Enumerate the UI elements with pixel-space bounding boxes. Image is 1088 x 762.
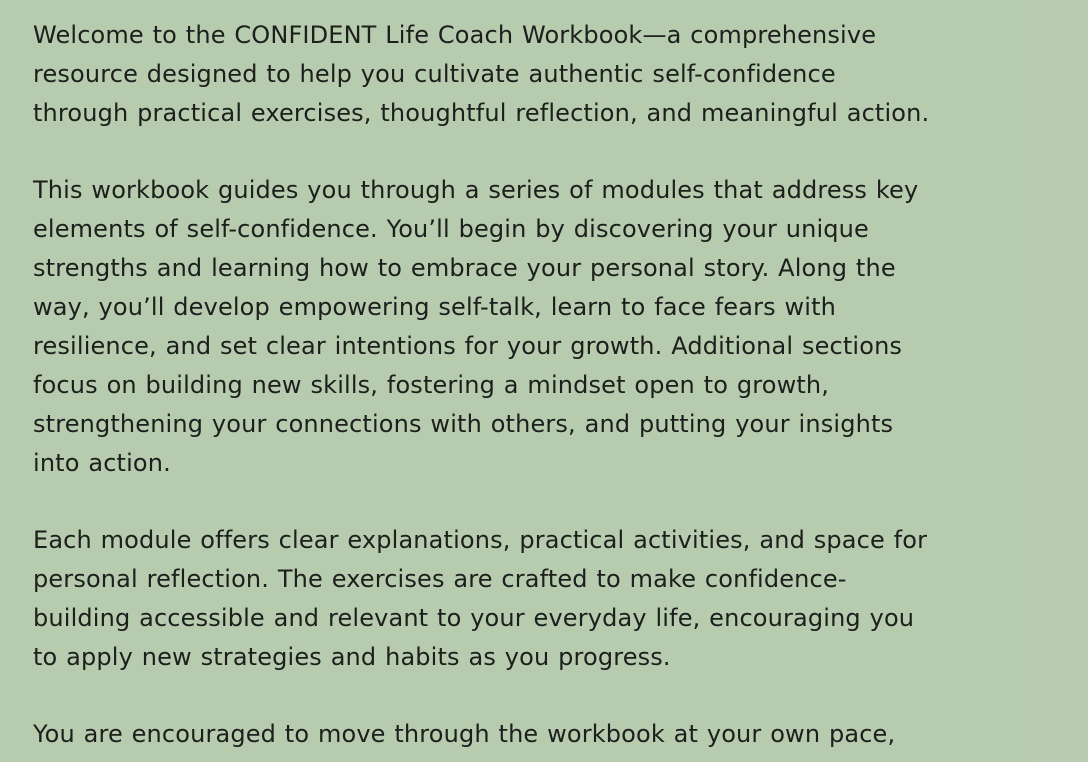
document-body <box>33 16 973 762</box>
pace-paragraph: You are encouraged to move through the workbook at your own pace, <box>33 720 896 748</box>
modules-paragraph: Each module offers clear explanations, practical activities, and space for personal reflection. The exercises are crafted to make confidence- building accessible and relevant to your everyday life, encouraging you to apply new strategies and habits as you progress. <box>33 526 928 671</box>
overview-paragraph: This workbook guides you through a series of modules that address key elements of self-confidence. You’ll begin by discovering your unique strengths and learning how to embrace your personal story. Along the way, you’ll develop empowering self-talk, learn to face fears with resilience, and set clear intentions for your growth. Additional sections focus on building new skills, fostering a mindset open to growth, strengthening your connections with others, and putting your insights into action. <box>33 176 919 477</box>
intro-paragraph: Welcome to the CONFIDENT Life Coach Workbook—a comprehensive resource designed to help you cultivate authentic self-confidence through practical exercises, thoughtful reflection, and meaningful action. <box>33 21 930 127</box>
